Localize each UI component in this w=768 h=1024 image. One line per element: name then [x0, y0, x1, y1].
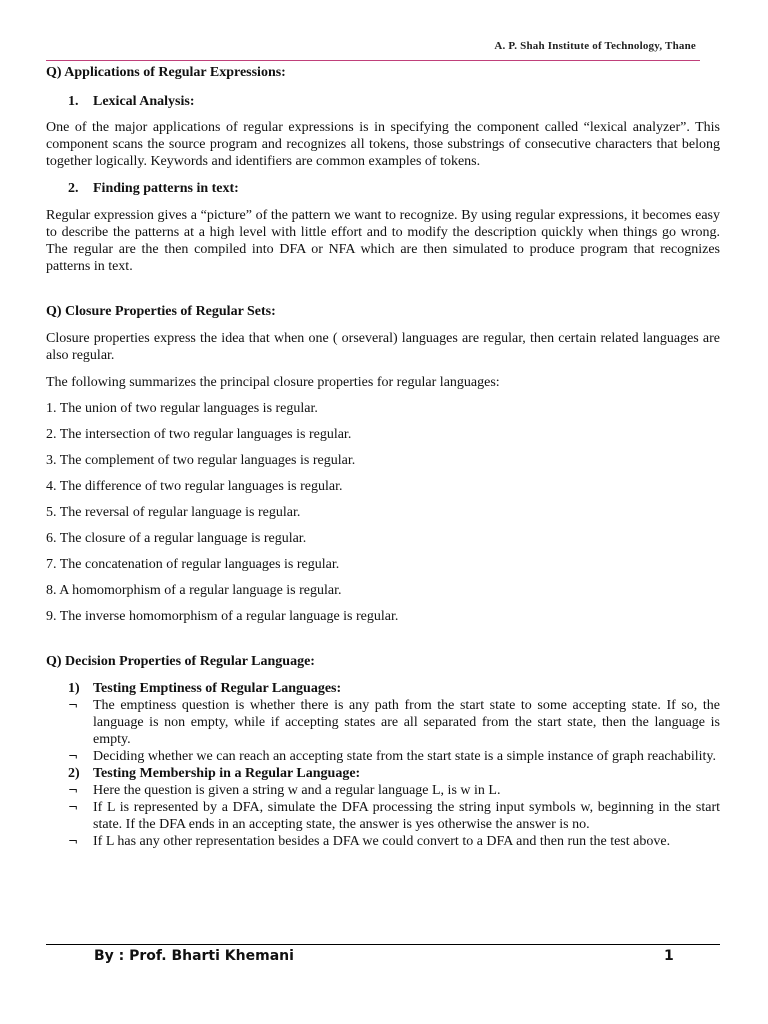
footer-author: By : Prof. Bharti Khemani — [94, 948, 294, 964]
bullet-mark: ¬ — [68, 834, 79, 848]
lexical-analysis-title: Lexical Analysis: — [93, 94, 195, 109]
membership-number: 2) — [68, 766, 80, 781]
closure-item: 5. The reversal of regular language is regular. — [46, 505, 301, 520]
membership-title: Testing Membership in a Regular Language: — [93, 766, 361, 781]
emptiness-title: Testing Emptiness of Regular Languages: — [93, 681, 342, 696]
membership-bullet — [46, 833, 720, 850]
page-number: 1 — [664, 948, 674, 964]
closure-intro: Closure properties express the idea that when one ( orseveral) languages are regular, then certain related languages are also regular. — [46, 331, 720, 363]
header-rule — [46, 60, 700, 61]
closure-summary: The following summarizes the principal closure properties for regular languages: — [46, 375, 500, 390]
membership-bullet — [46, 782, 720, 799]
header-institute: A. P. Shah Institute of Technology, Thane — [494, 40, 696, 52]
lexical-analysis-number: 1. — [68, 94, 79, 109]
membership-heading — [46, 765, 720, 782]
page-content — [46, 64, 720, 850]
bullet-mark: ¬ — [68, 783, 79, 797]
emptiness-bullet — [46, 748, 720, 765]
emptiness-heading — [46, 680, 720, 697]
closure-item: 8. A homomorphism of a regular language is regular. — [46, 583, 342, 598]
bullet-mark: ¬ — [68, 749, 79, 763]
finding-patterns-paragraph: Regular expression gives a “picture” of the pattern we want to recognize. By using regular expressions, it becomes easy to describe the patterns at a high level with little effort and to modify the description quickly when things go wrong. The regular are the then compiled into DFA or NFA which are then simulated to produce program that recognizes patterns in text. — [46, 208, 720, 274]
emptiness-bullet-text: The emptiness question is whether there is any path from the start state to some accepting state. If so, the language is non empty, while if accepting states are all separated from the start state, then the language is empty. — [93, 698, 720, 747]
applications-heading: Q) Applications of Regular Expressions: — [46, 65, 286, 80]
closure-item: 2. The intersection of two regular languages is regular. — [46, 427, 352, 442]
lexical-analysis-paragraph: One of the major applications of regular expressions is in specifying the component called “lexical analyzer”. This component scans the source program and recognizes all tokens, those substrings of consecutive characters that belong together logically. Keywords and identifiers are common examples of tokens. — [46, 120, 720, 169]
closure-heading: Q) Closure Properties of Regular Sets: — [46, 304, 276, 319]
closure-item: 6. The closure of a regular language is regular. — [46, 531, 307, 546]
closure-item: 9. The inverse homomorphism of a regular language is regular. — [46, 609, 399, 624]
lexical-analysis-heading — [46, 93, 720, 110]
finding-patterns-heading — [46, 180, 720, 197]
footer-rule — [46, 944, 720, 945]
closure-item: 7. The concatenation of regular languages is regular. — [46, 557, 340, 572]
closure-item: 4. The difference of two regular languages is regular. — [46, 479, 343, 494]
emptiness-number: 1) — [68, 681, 80, 696]
bullet-mark: ¬ — [68, 698, 79, 712]
emptiness-bullet — [46, 697, 720, 748]
bullet-mark: ¬ — [68, 800, 79, 814]
membership-bullet-text: Here the question is given a string w and a regular language L, is w in L. — [93, 783, 501, 798]
finding-patterns-title: Finding patterns in text: — [93, 181, 239, 196]
closure-item: 3. The complement of two regular languages is regular. — [46, 453, 356, 468]
membership-bullet-text: If L has any other representation besides a DFA we could convert to a DFA and then run the test above. — [93, 834, 671, 849]
membership-bullet — [46, 799, 720, 833]
finding-patterns-number: 2. — [68, 181, 79, 196]
emptiness-bullet-text: Deciding whether we can reach an accepting state from the start state is a simple instance of graph reachability. — [93, 749, 716, 764]
closure-item: 1. The union of two regular languages is regular. — [46, 401, 318, 416]
decision-heading: Q) Decision Properties of Regular Language: — [46, 654, 315, 669]
membership-bullet-text: If L is represented by a DFA, simulate the DFA processing the string input symbols w, beginning in the start state. If the DFA ends in an accepting state, the answer is yes otherwise the answer is no. — [93, 800, 720, 832]
